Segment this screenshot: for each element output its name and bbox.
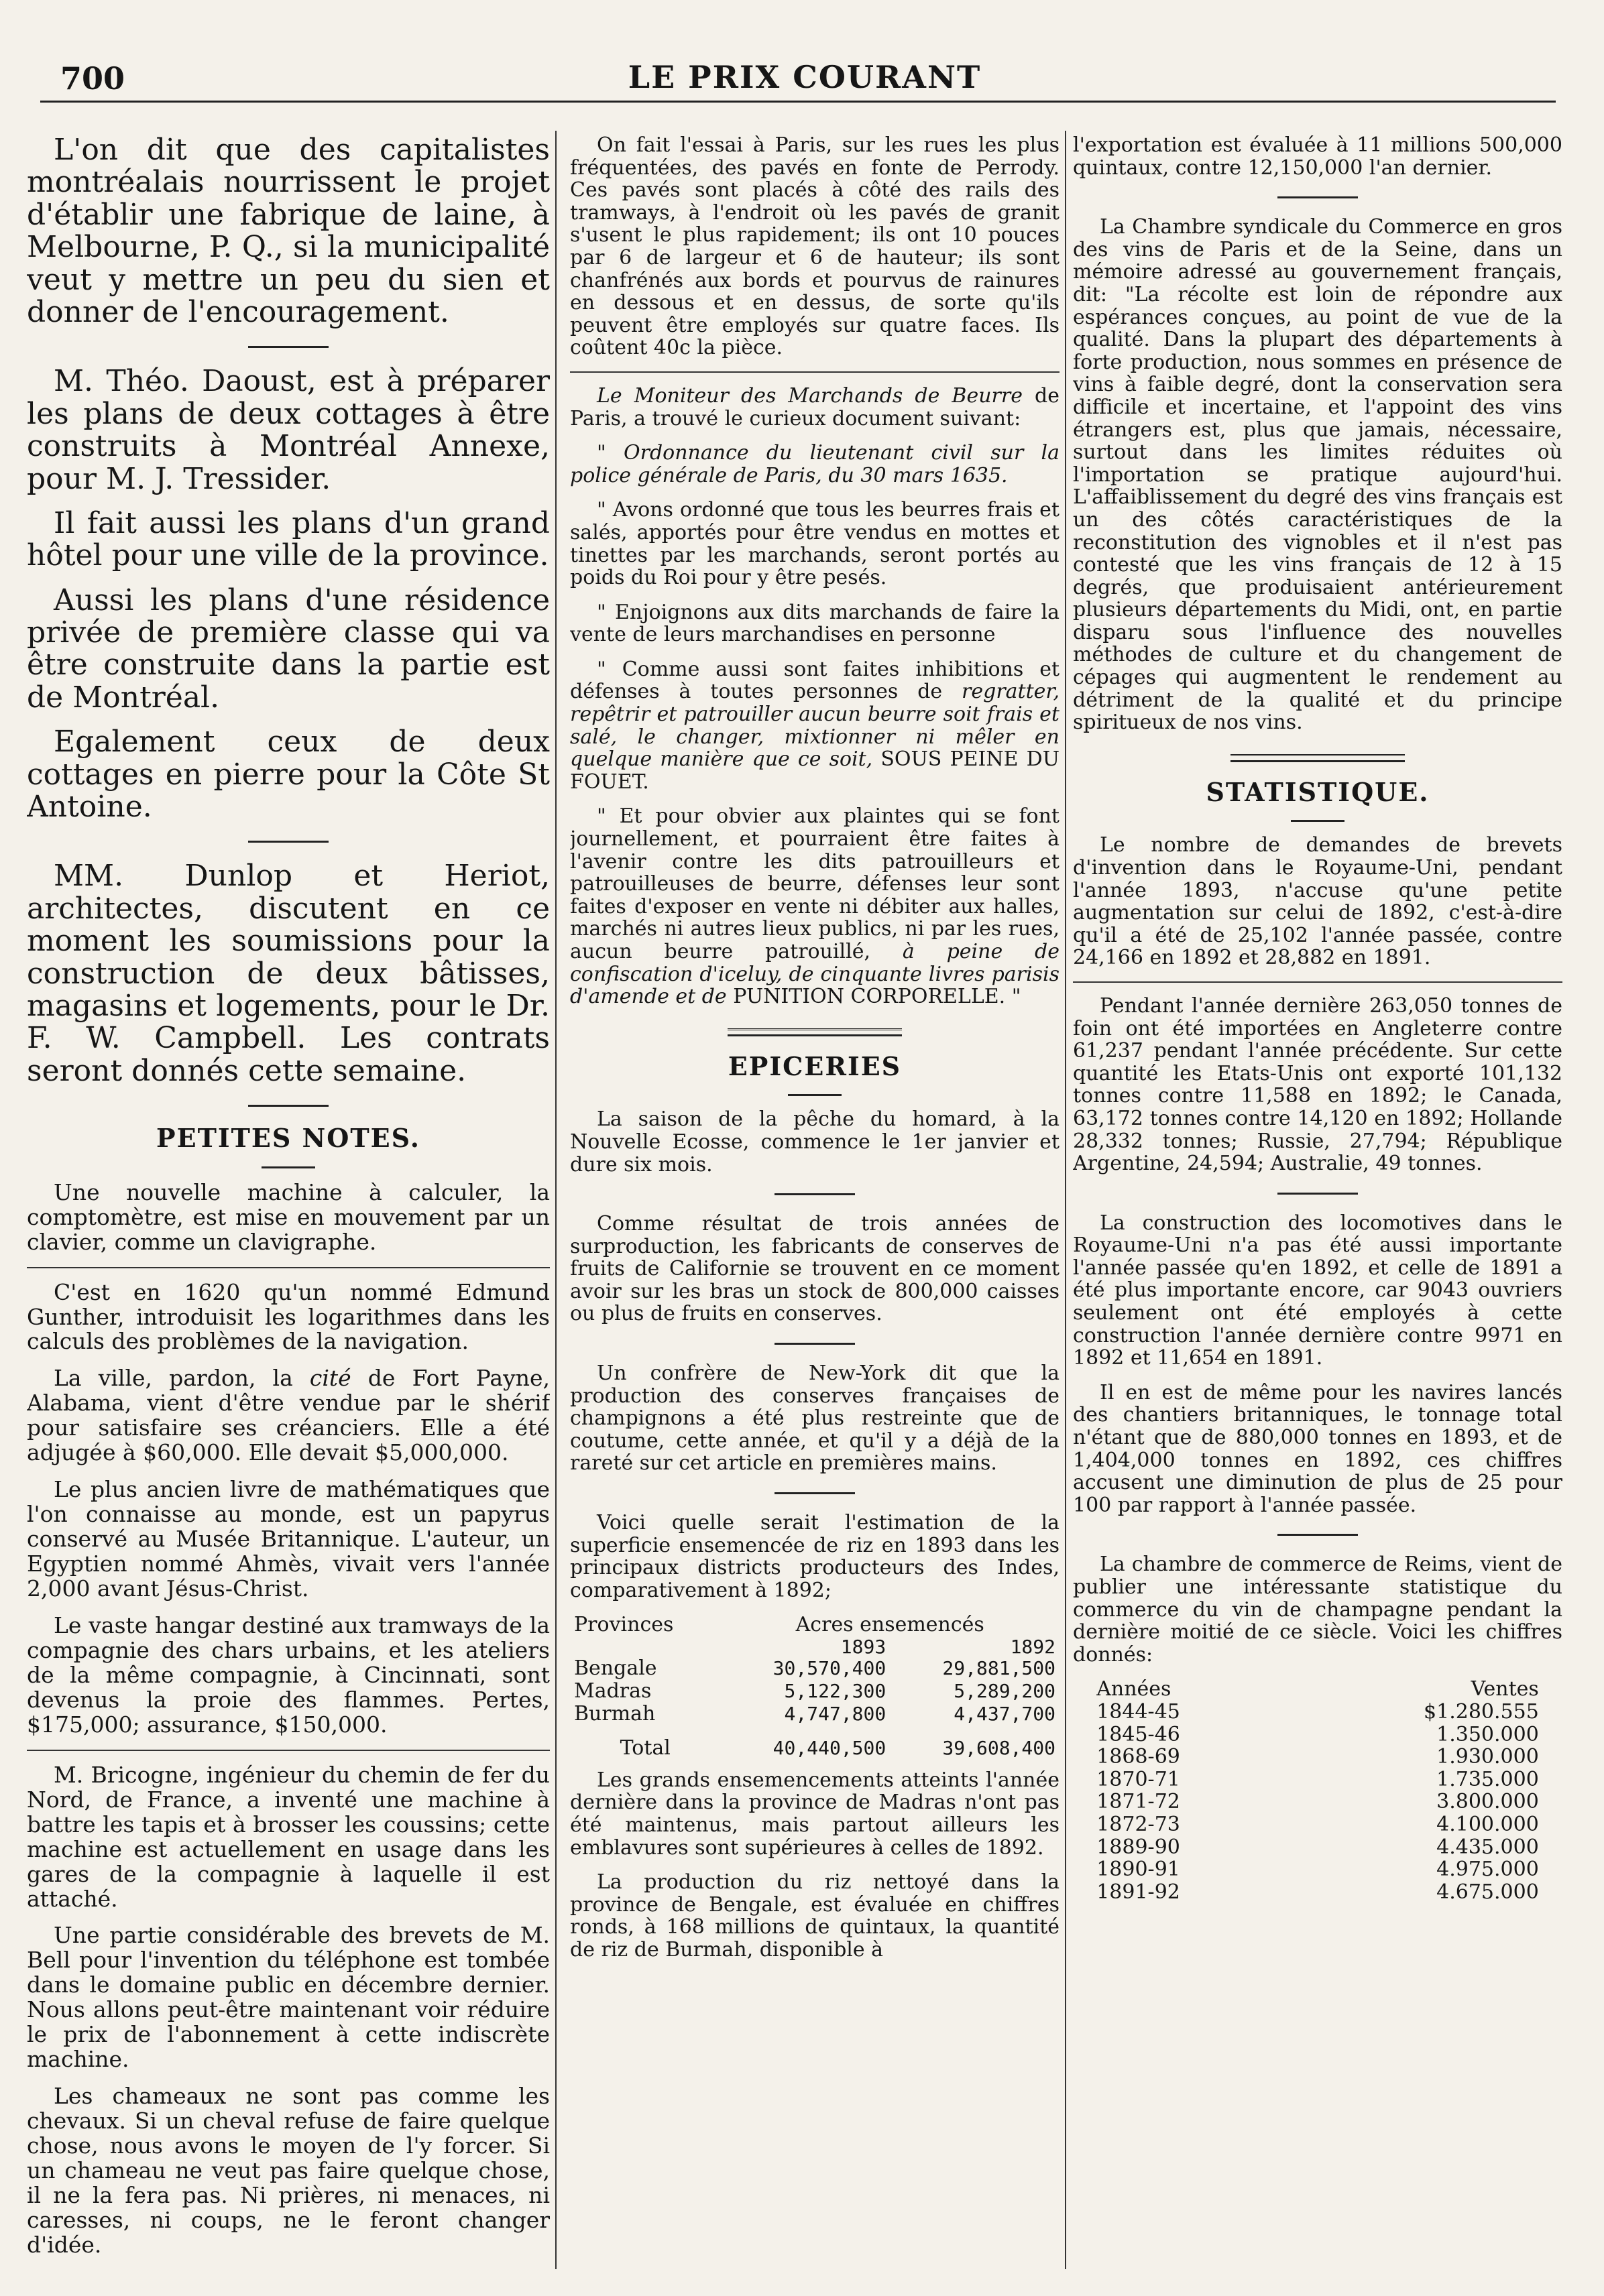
paragraph: Comme résultat de trois années de surproduction, les fabricants de conserves de fruits de Californie se trouvent en ce moment avoir sur les bras un stock de 800,000 caisses ou plus de fruits en conserves. [570,1212,1059,1326]
divider [775,1492,855,1494]
column-separator-2 [1065,131,1066,2269]
table-row: 1872-73 4.100.000 [1096,1812,1539,1836]
divider [1277,1534,1358,1536]
paragraph: M. Théo. Daoust, est à préparer les plans de deux cottages à être construits à Montréal Annexe, pour M. J. Tressider. [27,364,550,496]
page-header [60,54,1549,101]
table-row: Madras 5,122,300 5,289,200 [574,1679,1055,1703]
paragraph: L'on dit que des capitalistes montréalais nourrissent le projet d'établir une fabrique de laine, à Melbourne, P. Q., si la municipalité veut y mettre un peu du sien et donner de l'encouragement. [27,134,550,329]
table-row: 1891-92 4.675.000 [1096,1880,1539,1904]
paragraph: C'est en 1620 qu'un nommé Edmund Gunther, introduisit les logarithmes dans les calculs des problèmes de la navigation. [27,1278,550,1355]
paragraph: Le vaste hangar destiné aux tramways de la compagnie des chars urbains, et les ateliers de la même compagnie, à Cincinnati, sont devenus la proie des flammes. Pertes, $175,000; assurance, $150,000. [27,1612,550,1738]
table-total-row: Total 40,440,500 39,608,400 [620,1736,1055,1760]
paragraph: Le plus ancien livre de mathématiques que l'on connaisse au monde, est un papyrus conservé au Musée Britannique. L'auteur, un Egyptien nommé Ahmès, vivait vers l'année 2,000 avant Jésus-Christ. [27,1476,550,1602]
paragraph: Un confrère de New-York dit que la production des conserves françaises de champignons a été plus restreinte que de coutume, cette année, et qu'il y a déjà de la rareté sur cet article en premières mains. [570,1362,1059,1475]
divider [27,1750,550,1751]
column-separator-1 [555,131,557,2269]
paragraph: Les chameaux ne sont pas comme les chevaux. Si un cheval refuse de faire quelque chose, nous avons le moyen de l'y forcer. Si un chameau ne veut pas faire quelque chose, il ne la fera pas. Ni prières, ni menaces, ni caresses, ni coups, ne le feront changer d'idée. [27,2083,550,2258]
paragraph: La saison de la pêche du homard, à la Nouvelle Ecosse, commence le 1er janvier et dure six mois. [570,1107,1059,1176]
page-number: 700 [60,60,125,97]
rice-acreage-table [570,1614,1059,1759]
paragraph: M. Bricogne, ingénieur du chemin de fer du Nord, de France, a inventé une machine à battre les tapis et à brosser les coussins; cette machine est actuellement en usage dans les gares de la compagnie à laquelle il est attaché. [27,1761,550,1912]
table-row: Bengale 30,570,400 29,881,500 [574,1656,1055,1681]
divider [1277,1193,1358,1195]
paragraph: " Ordonnance du lieutenant civil sur la police générale de Paris, du 30 mars 1635. [570,441,1059,487]
paragraph: La Chambre syndicale du Commerce en gros des vins de Paris et de la Seine, dans un mémoire adressé au gouvernement français, dit: "La récolte est loin de répondre aux espérances conçues, au point de vue de la qualité. Dans la plupart des départements à forte production, nous sommes en présence de vins à faible degré, dont la conservation sera difficile et incertaine, et l'appoint des vins étrangers est, plus que jamais, nécessaire, surtout dans les limites réduites où l'importation se pratique aujourd'hui. L'affaiblissement du degré des vins français est un des côtés caractéristiques de la reconstitution des vignobles et il n'est pas contesté que les vins français de 12 à 15 degrés, que produisaient antérieurement plusieurs départements du Midi, ont, en partie disparu sous l'influence des nouvelles méthodes de culture et du changement de cépages qui augmentent le rendement au détriment de la qualité et du principe spiritueux de nos vins. [1073,215,1562,735]
table-header: Années [1096,1677,1171,1701]
divider [788,1094,842,1096]
divider [248,346,329,348]
paragraph: La ville, pardon, la cité de Fort Payne, Alabama, vient d'être vendue par le shérif pour satisfaire ses créanciers. Elle a été adjugée à $60,000. Elle devait $5,000,000. [27,1365,550,1466]
paragraph: La production du riz nettoyé dans la province de Bengale, est évaluée en chiffres ronds, à 168 millions de quintaux, la quantité de riz de Burmah, disponible à [570,1870,1059,1961]
divider [1230,754,1405,762]
column-2 [570,134,1059,2266]
paragraph: Il en est de même pour les navires lancés des chantiers britanniques, le tonnage total n'étant que de 880,000 tonnes en 1893, et de 1,404,000 tonnes en 1892, ces chiffres accusent une diminution de plus de 25 pour 100 par rapport à l'année passée. [1073,1380,1562,1517]
table-header: Provinces [574,1613,674,1637]
divider [262,1166,315,1168]
divider [1277,196,1358,198]
table-row: Burmah 4,747,800 4,437,700 [574,1701,1055,1726]
paragraph: Pendant l'année dernière 263,050 tonnes de foin ont été importées en Angleterre contre 61,237 pendant l'année précédente. Sur cette quantité les Etats-Unis ont exporté 101,132 tonnes contre 11,588 en 1892; le Canada, 63,172 tonnes contre 14,120 en 1892; Hollande 28,332 tonnes; Russie, 27,794; République Argentine, 24,594; Australie, 49 tonnes. [1073,993,1562,1176]
table-row: 1889-90 4.435.000 [1096,1835,1539,1859]
paragraph: Les grands ensemencements atteints l'année dernière dans la province de Madras n'ont pas été maintenus, mais partout ailleurs les emblavures sont supérieures à celles de 1892. [570,1768,1059,1860]
divider [570,371,1059,373]
table-header: 1893 [840,1636,886,1658]
divider [775,1193,855,1195]
paragraph: Le Moniteur des Marchands de Beurre de Paris, a trouvé le curieux document suivant: [570,383,1059,430]
paragraph: Une partie considérable des brevets de M. Bell pour l'invention du téléphone est tombée dans le domaine public en décembre dernier. Nous allons peut-être maintenant voir réduire le prix de l'abonnement à cette indiscrète machine. [27,1922,550,2073]
divider [775,1343,855,1345]
section-title-epiceries: EPICERIES [728,1050,902,1081]
paragraph: " Enjoignons aux dits marchands de faire la vente de leurs marchandises en personne [570,600,1059,647]
paragraph: Egalement ceux de deux cottages en pierre pour la Côte St Antoine. [27,725,550,825]
table-row: 1871-72 3.800.000 [1096,1790,1539,1814]
paragraph: l'exportation est évaluée à 11 millions 500,000 quintaux, contre 12,150,000 l'an dernier. [1073,134,1562,180]
table-header: Ventes [1471,1677,1539,1701]
column-3 [1073,134,1562,2266]
table-row: 1845-46 1.350.000 [1096,1722,1539,1746]
divider [1291,820,1344,822]
table-header: 1892 [1010,1636,1055,1658]
table-row: 1870-71 1.735.000 [1096,1767,1539,1791]
champagne-sales-table [1092,1678,1543,1903]
divider [248,1105,329,1107]
journal-title: LE PRIX COURANT [628,59,982,95]
section-title-petites-notes: PETITES NOTES. [156,1123,420,1154]
table-row: 1868-69 1.930.000 [1096,1745,1539,1769]
divider [248,841,329,843]
divider [1073,981,1562,983]
paragraph: " Avons ordonné que tous les beurres frais et salés, apportés pour être vendus en mottes et tinettes par les marchands, seront portés au poids du Roi pour y être pesés. [570,498,1059,590]
paragraph: Une nouvelle machine à calculer, la comptomètre, est mise en mouvement par un clavier, comme un clavigraphe. [27,1179,550,1255]
paragraph: On fait l'essai à Paris, sur les rues les plus fréquentées, des pavés en fonte de Perrody. Ces pavés sont placés à côté des rails des tramways, à l'endroit où les pavés de granit s'usent le plus rapidement; ils ont 10 pouces par 6 de largeur et 6 de hauteur; ils sont chanfrénés aux bords et pourvus de rainures en dessous et en dessus, de sorte qu'ils peuvent être employés sur quatre faces. Ils coûtent 40c la pièce. [570,134,1059,360]
table-row: 1844-45 $1.280.555 [1096,1699,1539,1724]
paragraph: La chambre de commerce de Reims, vient de publier une intéressante statistique du commerce du vin de champagne pendant la dernière moitié de ce siècle. Voici les chiffres donnés: [1073,1553,1562,1667]
paragraph: Aussi les plans d'une résidence privée de première classe qui va être construite dans la partie est de Montréal. [27,583,550,715]
column-1 [27,134,550,2266]
paragraph: Voici quelle serait l'estimation de la superficie ensemencée de riz en 1893 dans les principaux districts producteurs des Indes, comparativement à 1892; [570,1511,1059,1602]
paragraph: La construction des locomotives dans le Royaume-Uni n'a pas été aussi importante l'année passée qu'en 1892, et celle de 1891 a été plus importante encore, car 9043 ouvriers seulement ont été employés à cette construction l'année dernière contre 9971 en 1892 et 11,654 en 1891. [1073,1211,1562,1370]
table-header: Acres ensemencés [795,1613,984,1637]
paragraph: Le nombre de demandes de brevets d'invention dans le Royaume-Uni, pendant l'année 1893, n'accuse qu'une petite augmentation sur celui de 1892, c'est-à-dire qu'il a été de 25,102 l'année passée, contre 24,166 en 1892 et 28,882 en 1891. [1073,833,1562,970]
paragraph: " Et pour obvier aux plaintes qui se font journellement, et pourraient être faites à l'avenir contre les dits patrouilleurs et patrouilleuses de beurre, défenses leur sont faites d'exposer en vente ni débiter aux halles, marchés ni autres lieux publics, ni par les rues, aucun beurre patrouillé, à peine de confiscation d'iceluy, de cinquante livres parisis d'amende et de PUNITION CORPORELLE. " [570,804,1059,1009]
paragraph: " Comme aussi sont faites inhibitions et défenses à toutes personnes de regratter, repêtrir et patrouiller aucun beurre soit frais et salé, le changer, mixtionner ni mêler en quelque manière que ce soit, SOUS PEINE DU FOUET. [570,657,1059,794]
divider [728,1028,902,1036]
paragraph: MM. Dunlop et Heriot, architectes, discutent en ce moment les soumissions pour la construction de deux bâtisses, magasins et logements, pour le Dr. F. W. Campbell. Les contrats seront donnés cette semaine. [27,859,550,1088]
paragraph: Il fait aussi les plans d'un grand hôtel pour une ville de la province. [27,505,550,573]
section-title-statistique: STATISTIQUE. [1206,776,1430,807]
header-rule [40,101,1556,103]
table-row: 1890-91 4.975.000 [1096,1858,1539,1882]
divider [27,1267,550,1268]
